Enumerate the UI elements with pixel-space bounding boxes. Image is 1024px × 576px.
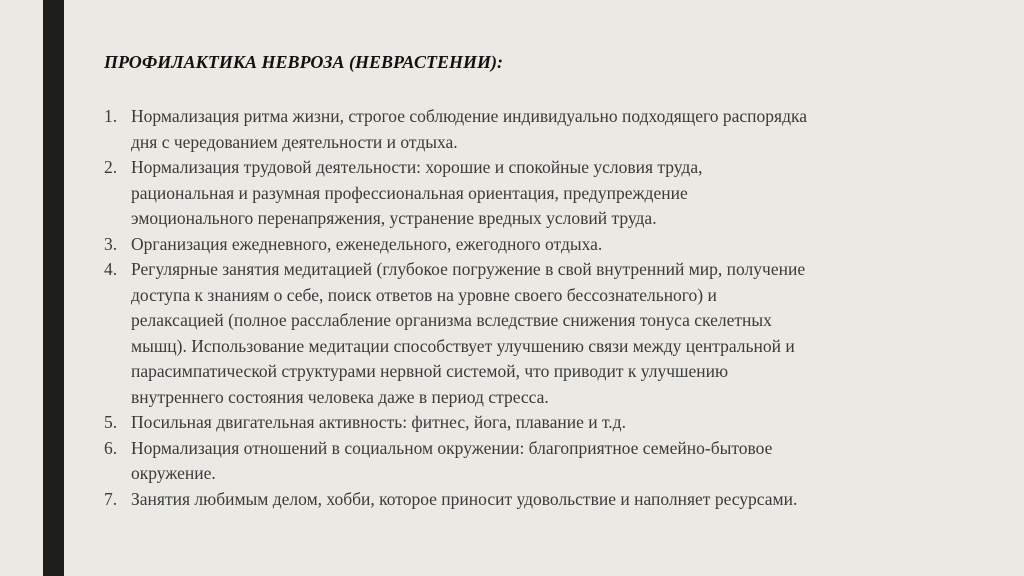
list-item-number: 7.: [104, 488, 118, 509]
prevention-list: [104, 104, 984, 512]
list-item: [104, 155, 984, 232]
list-item-line: Посильная двигательная активность: фитнес, йога, плавание и т.д.: [131, 412, 626, 432]
list-item-text: [131, 155, 984, 232]
slide-title: ПРОФИЛАКТИКА НЕВРОЗА (НЕВРАСТЕНИИ):: [104, 52, 503, 72]
list-item-line: доступа к знаниям о себе, поиск ответов на уровне своего бессознательного) и: [131, 284, 717, 305]
list-item-text: [131, 487, 984, 513]
list-item-line: Занятия любимым делом, хобби, которое приносит удовольствие и наполняет ресурсами.: [131, 488, 798, 509]
list-item-line: Нормализация ритма жизни, строгое соблюдение индивидуально подходящего распорядка: [131, 106, 808, 126]
list-item-number: 2.: [104, 157, 118, 177]
list-item-text: [131, 104, 984, 155]
list-item-number: 6.: [104, 437, 118, 458]
list-item-line: Нормализация трудовой деятельности: хорошие и спокойные условия труда,: [131, 157, 703, 177]
list-item: [104, 436, 984, 487]
list-item: [104, 410, 984, 436]
list-item-text: [131, 410, 984, 436]
left-accent-bar: [43, 0, 64, 576]
list-item: [104, 257, 984, 410]
list-item-number: 4.: [104, 259, 118, 279]
list-item-number: 5.: [104, 412, 118, 432]
list-item-line: рациональная и разумная профессиональная ориентация, предупреждение: [131, 182, 688, 203]
list-item-text: [131, 436, 984, 487]
list-item-line: парасимпатической структурами нервной системой, что приводит к улучшению: [131, 361, 729, 381]
list-item-line: релаксацией (полное расслабление организма вследствие снижения тонуса скелетных: [131, 310, 772, 330]
list-item-number: 3.: [104, 233, 118, 254]
list-item: [104, 104, 984, 155]
list-item-text: [131, 232, 984, 258]
list-item-text: [131, 257, 984, 410]
list-item-line: внутреннего состояния человека даже в период стресса.: [131, 386, 549, 407]
list-item: [104, 232, 984, 258]
list-item-line: Организация ежедневного, еженедельного, ежегодного отдыха.: [131, 233, 603, 254]
list-item-line: мышц). Использование медитации способствует улучшению связи между центральной и: [131, 335, 795, 356]
list-item-line: Регулярные занятия медитацией (глубокое погружение в свой внутренний мир, получение: [131, 259, 806, 279]
list-item-line: Нормализация отношений в социальном окружении: благоприятное семейно-бытовое: [131, 437, 773, 458]
list-item-line: дня с чередованием деятельности и отдыха.: [131, 131, 458, 152]
list-item: [104, 487, 984, 513]
list-item-line: эмоционального перенапряжения, устранение вредных условий труда.: [131, 208, 657, 228]
list-item-line: окружение.: [131, 463, 216, 483]
list-item-number: 1.: [104, 106, 118, 126]
